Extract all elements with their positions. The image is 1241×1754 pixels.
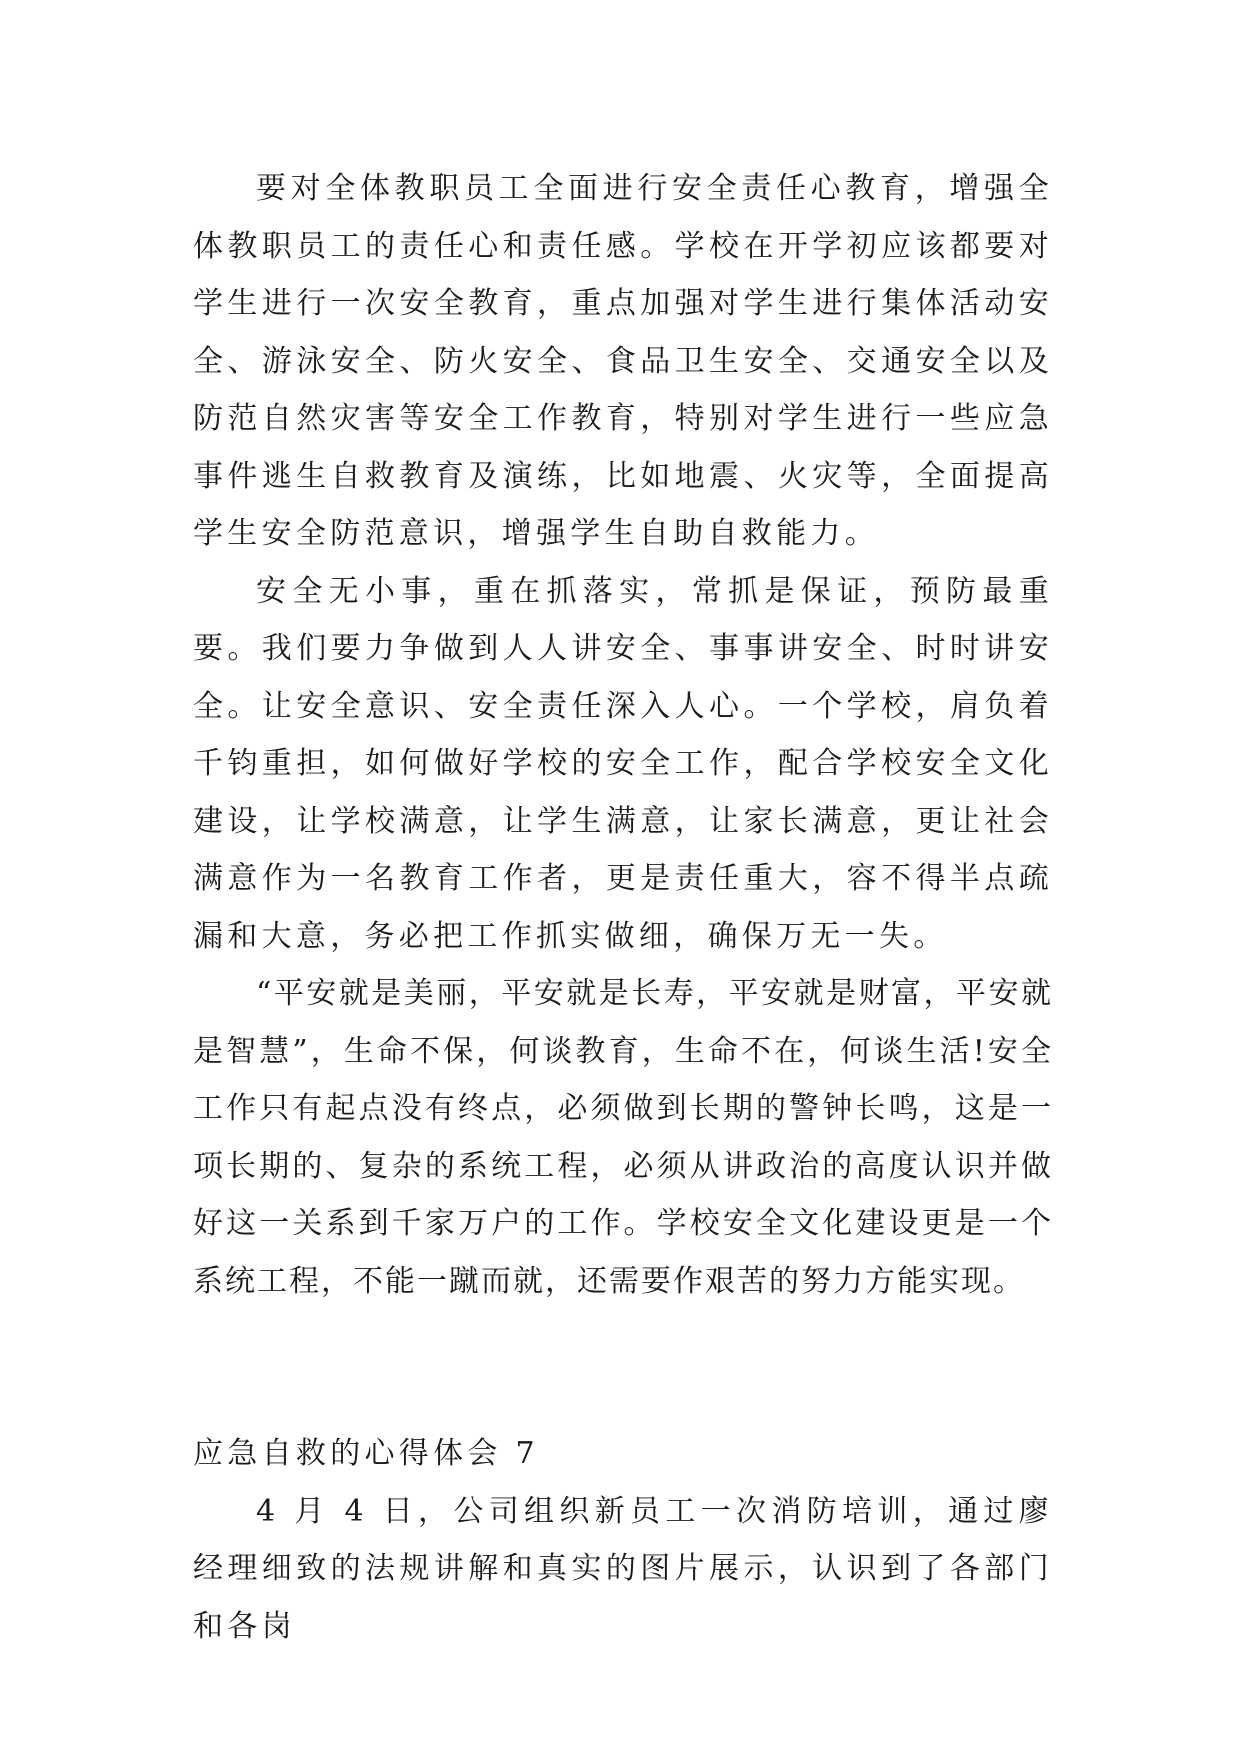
paragraph-safety-education: 要对全体教职员工全面进行安全责任心教育，增强全体教职员工的责任心和责任感。学校在开学初应该都要对学生进行一次安全教育，重点加强对学生进行集体活动安全、游泳安全、防火安全、食品卫生安全、交通安全以及防范自然灾害等安全工作教育，特别对学生进行一些应急事件逃生自救教育及演练，比如地震、火灾等，全面提高学生安全防范意识，增强学生自助自救能力。 [193,171,1053,551]
paragraph-safety-no-small-matter: 安全无小事，重在抓落实，常抓是保证，预防最重要。我们要力争做到人人讲安全、事事讲安全、时时讲安全。让安全意识、安全责任深入人心。一个学校，肩负着千钧重担，如何做好学校的安全工作，配合学校安全文化建设，让学校满意，让学生满意，让家长满意，更让社会满意作为一名教育工作者，更是责任重大，容不得半点疏漏和大意，务必把工作抓实做细，确保万无一失。 [193,573,1053,954]
paragraph-fire-training: 4 月 4 日，公司组织新员工一次消防培训，通过廖经理细致的法规讲解和真实的图片展示，认识到了各部门和各岗 [193,1493,1053,1644]
paragraph-peace-is-beauty: “平安就是美丽，平安就是长寿，平安就是财富，平安就是智慧”，生命不保，何谈教育，生命不在，何谈生活!安全工作只有起点没有终点，必须做到长期的警钟长鸣，这是一项长期的、复杂的系统工程，必须从讲政治的高度认识并做好这一关系到千家万户的工作。学校安全文化建设更是一个系统工程，不能一蹴而就，还需要作艰苦的努力方能实现。 [193,976,1053,1299]
document-body [193,160,1053,1655]
section-heading: 应急自救的心得体会 7 [193,1436,539,1471]
